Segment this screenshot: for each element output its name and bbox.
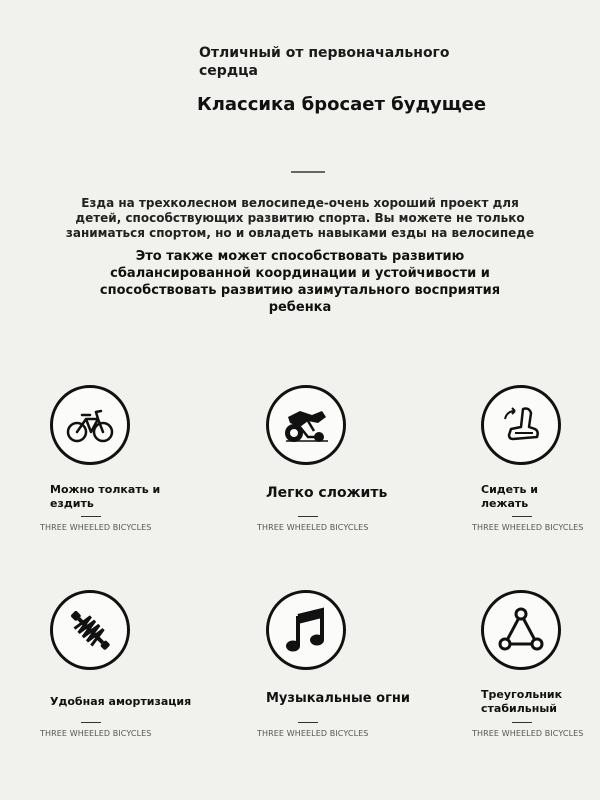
feature-divider <box>512 516 532 517</box>
feature-label: Можно толкать и ездить <box>50 483 161 510</box>
feature-divider <box>81 722 101 723</box>
shock-absorber-icon <box>50 590 130 670</box>
page-title: Классика бросает будущее <box>197 94 487 115</box>
feature-caption: THREE WHEELED BICYCLES <box>472 523 584 532</box>
intro-paragraph-2: Это также может способствовать развитию сбалансированной координации и устойчивости и способствовать развитию азимутального восприятия ребенка <box>99 249 501 315</box>
feature-caption: THREE WHEELED BICYCLES <box>40 729 152 738</box>
feature-divider <box>298 516 318 517</box>
folding-trike-icon <box>266 385 346 465</box>
feature-label: Музыкальные огни <box>266 691 410 706</box>
feature-label: Легко сложить <box>266 485 388 501</box>
feature-label: Удобная амортизация <box>50 695 192 708</box>
feature-divider <box>298 722 318 723</box>
feature-caption: THREE WHEELED BICYCLES <box>40 523 152 532</box>
triangle-icon <box>481 590 561 670</box>
reclining-seat-icon <box>481 385 561 465</box>
divider <box>291 171 325 173</box>
feature-caption: THREE WHEELED BICYCLES <box>472 729 584 738</box>
feature-caption: THREE WHEELED BICYCLES <box>257 729 369 738</box>
music-note-icon <box>266 590 346 670</box>
feature-divider <box>81 516 101 517</box>
subtitle: Отличный от первоначального сердца <box>199 45 450 79</box>
feature-caption: THREE WHEELED BICYCLES <box>257 523 369 532</box>
bicycle-icon <box>50 385 130 465</box>
feature-label: Треугольник стабильный <box>481 688 563 715</box>
intro-paragraph: Езда на трехколесном велосипеде-очень хороший проект для детей, способствующих развитию спорта. Вы можете не только заниматься спортом, но и овладеть навыками езды на велосипеде <box>65 196 535 240</box>
feature-divider <box>512 722 532 723</box>
feature-label: Сидеть и лежать <box>481 483 538 510</box>
